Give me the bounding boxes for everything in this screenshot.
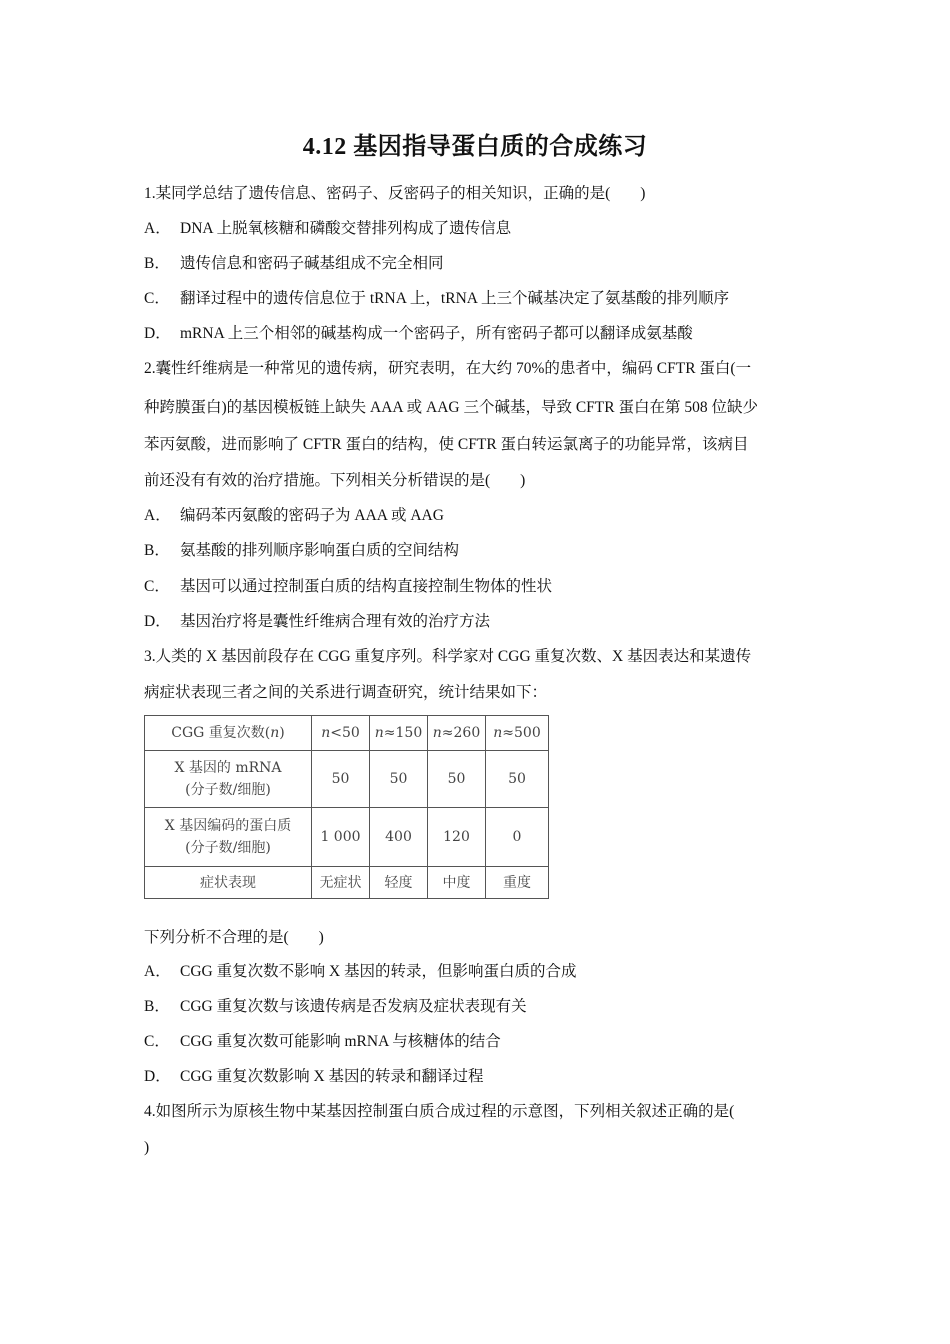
table-cell: 50 [370,751,428,808]
question-2-option-a: A． 编码苯丙氨酸的密码子为 AAA 或 AAG [144,507,444,524]
question-2-line-2: 种跨膜蛋白)的基因模板链上缺失 AAA 或 AAG 三个碱基，导致 CFTR 蛋白在第 508 位缺少 [144,399,758,416]
table-cell: 120 [428,808,486,867]
question-1-option-b: B． 遗传信息和密码子碱基组成不完全相同 [144,255,444,272]
table-row-label: X 基因编码的蛋白质 (分子数/细胞) [145,808,312,867]
table-cell: 50 [486,751,549,808]
table-cell: 中度 [428,867,486,899]
question-2-line-3: 苯丙氨酸，进而影响了 CFTR 蛋白的结构，使 CFTR 蛋白转运氯离子的功能异常，该病目 [144,436,749,453]
question-4-line-1: 4.如图所示为原核生物中某基因控制蛋白质合成过程的示意图，下列相关叙述正确的是( [144,1103,735,1120]
table-cell: 轻度 [370,867,428,899]
table-cell: 50 [428,751,486,808]
question-2-option-c: C． 基因可以通过控制蛋白质的结构直接控制生物体的性状 [144,578,553,595]
table-cell: 400 [370,808,428,867]
question-1-option-d: D． mRNA 上三个相邻的碱基构成一个密码子，所有密码子都可以翻译成氨基酸 [144,325,693,342]
cgg-data-table [144,715,549,899]
table-cell: 1 000 [312,808,370,867]
question-3-line-1: 3.人类的 X 基因前段存在 CGG 重复序列。科学家对 CGG 重复次数、X 基因表达和某遗传 [144,648,752,665]
table-cell: 重度 [486,867,549,899]
table-row [145,751,549,808]
question-2-line-1: 2.囊性纤维病是一种常见的遗传病，研究表明，在大约 70%的患者中，编码 CFTR 蛋白(一 [144,360,752,377]
question-2-line-4: 前还没有有效的治疗措施。下列相关分析错误的是( ) [144,472,526,489]
table-row [145,867,549,899]
question-1-option-c: C． 翻译过程中的遗传信息位于 tRNA 上，tRNA 上三个碱基决定了氨基酸的排列顺序 [144,290,729,307]
question-3-line-2: 病症状表现三者之间的关系进行调查研究，统计结果如下： [144,684,548,701]
table-cell: 无症状 [312,867,370,899]
question-3-option-b: B． CGG 重复次数与该遗传病是否发病及症状表现有关 [144,998,527,1015]
table-header-cell: n≈500 [486,716,549,751]
question-3-option-d: D． CGG 重复次数影响 X 基因的转录和翻译过程 [144,1068,484,1085]
question-2-option-d: D． 基因治疗将是囊性纤维病合理有效的治疗方法 [144,613,491,630]
table-row-label: 症状表现 [145,867,312,899]
question-3-prompt: 下列分析不合理的是( ) [144,929,324,946]
question-1-option-a: A． DNA 上脱氧核糖和磷酸交替排列构成了遗传信息 [144,220,512,237]
question-4-line-2: ) [144,1139,150,1156]
question-2-option-b: B． 氨基酸的排列顺序影响蛋白质的空间结构 [144,542,460,559]
table-row-label: X 基因的 mRNA (分子数/细胞) [145,751,312,808]
table-cell: 50 [312,751,370,808]
table-header-cell: n≈260 [428,716,486,751]
table-header-cell: n<50 [312,716,370,751]
table-header-row [145,716,549,751]
table-header-label: CGG 重复次数(n) [145,716,312,751]
question-3-option-a: A． CGG 重复次数不影响 X 基因的转录，但影响蛋白质的合成 [144,963,577,980]
table-header-cell: n≈150 [370,716,428,751]
table-row [145,808,549,867]
table-cell: 0 [486,808,549,867]
question-3-option-c: C． CGG 重复次数可能影响 mRNA 与核糖体的结合 [144,1033,501,1050]
question-1-stem: 1.某同学总结了遗传信息、密码子、反密码子的相关知识，正确的是( ) [144,185,646,202]
page-title: 4.12 基因指导蛋白质的合成练习 [302,134,648,160]
